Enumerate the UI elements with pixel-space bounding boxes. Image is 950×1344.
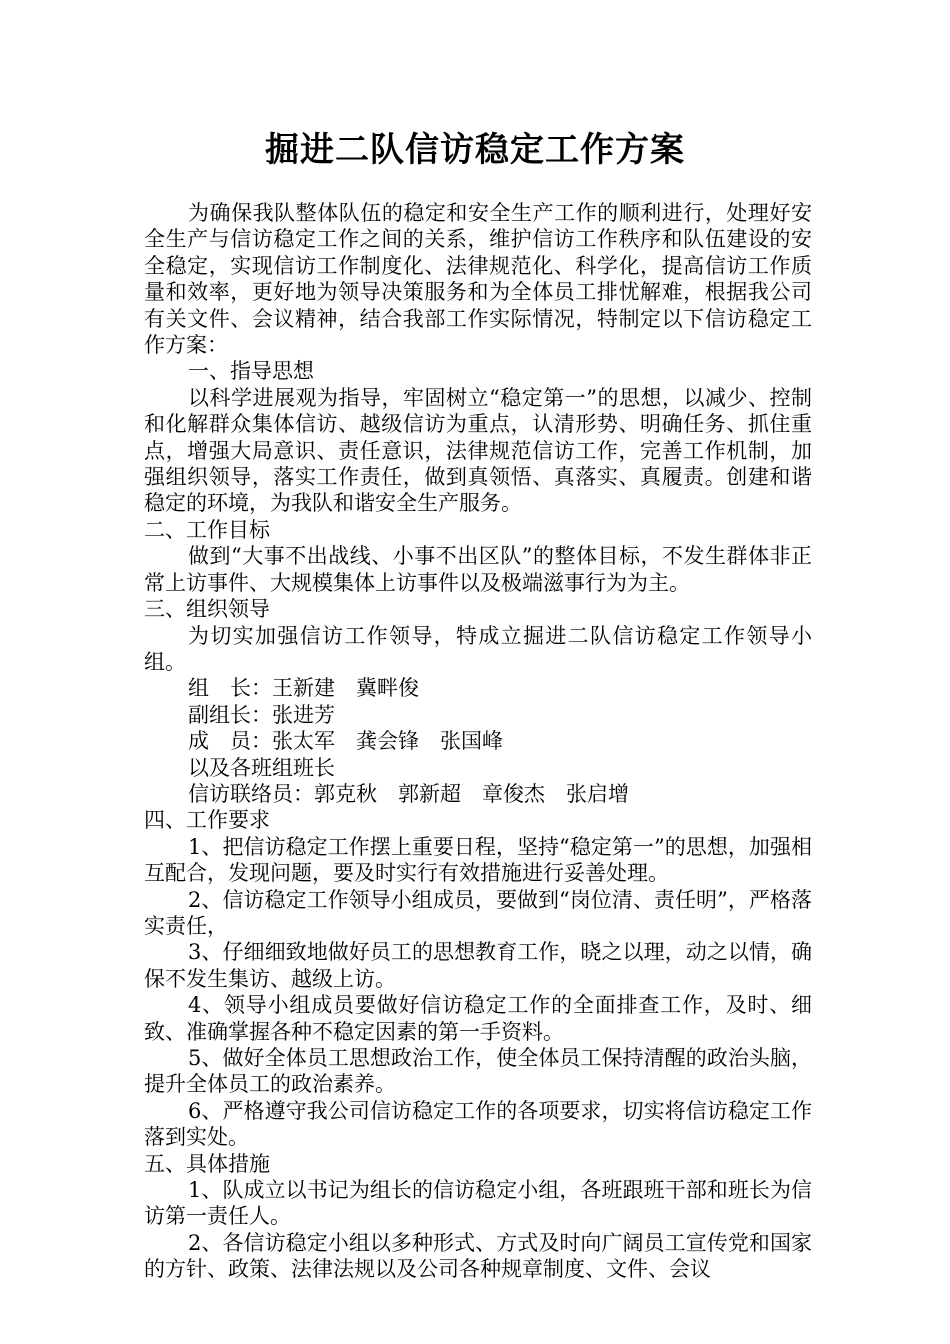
deputy-leader-line: 副组长：张进芳 [188, 702, 335, 727]
requirement-item: 4、领导小组成员要做好信访稳定工作的全面排查工作，及时、细致、准确掌握各种不稳定因素的第一手资料。 [144, 993, 812, 1044]
group-leader-line: 组 长：王新建 冀畔俊 [188, 676, 419, 701]
requirement-item: 6、严格遵守我公司信访稳定工作的各项要求，切实将信访稳定工作落到实处。 [144, 1098, 812, 1150]
section-heading-specific-measures: 五、具体措施 [144, 1151, 270, 1176]
section-heading-guiding-ideology: 一、指导思想 [188, 359, 314, 384]
document-body [144, 200, 812, 1283]
measure-item: 1、队成立以书记为组长的信访稳定小组，各班跟班干部和班长为信访第一责任人。 [144, 1178, 812, 1229]
document-title: 掘进二队信访稳定工作方案 [265, 130, 685, 170]
liaison-line: 信访联络员：郭克秋 郭新超 章俊杰 张启增 [188, 781, 629, 806]
members-extra-line: 以及各班组班长 [188, 755, 335, 780]
section-paragraph-work-goals: 做到“大事不出战线、小事不出区队”的整体目标，不发生群体非正常上访事件、大规模集体上访事件以及极端滋事行为为主。 [144, 544, 812, 595]
section-paragraph-guiding-ideology: 以科学进展观为指导，牢固树立“稳定第一”的思想，以减少、控制和化解群众集体信访、越级信访为重点，认清形势、明确任务、抓住重点，增强大局意识、责任意识，法律规范信访工作，完善工作机制，加强组织领导，落实工作责任，做到真领悟、真落实、真履责。创建和谐稳定的环境，为我队和谐安全生产服务。 [144, 385, 812, 516]
requirement-item: 2、信访稳定工作领导小组成员，要做到“岗位清、责任明”，严格落实责任， [144, 887, 812, 938]
measure-item: 2、各信访稳定小组以多种形式、方式及时向广阔员工宣传党和国家的方针、政策、法律法规以及公司各种规章制度、文件、会议 [144, 1230, 812, 1282]
requirement-item: 1、把信访稳定工作摆上重要日程，坚持“稳定第一”的思想，加强相互配合，发现问题，要及时实行有效措施进行妥善处理。 [144, 834, 812, 886]
requirement-item: 5、做好全体员工思想政治工作，使全体员工保持清醒的政治头脑，提升全体员工的政治素养。 [144, 1046, 812, 1097]
section-heading-work-goals: 二、工作目标 [144, 517, 270, 542]
section-heading-work-requirements: 四、工作要求 [144, 808, 270, 833]
members-line: 成 员：张太军 龚会锋 张国峰 [188, 729, 503, 754]
section-heading-organization: 三、组织领导 [144, 597, 270, 622]
section-paragraph-organization: 为切实加强信访工作领导，特成立掘进二队信访稳定工作领导小组。 [144, 623, 812, 674]
requirement-item: 3、仔细细致地做好员工的思想教育工作，晓之以理，动之以情，确保不发生集访、越级上访。 [144, 940, 812, 991]
intro-paragraph: 为确保我队整体队伍的稳定和安全生产工作的顺利进行，处理好安全生产与信访稳定工作之间的关系，维护信访工作秩序和队伍建设的安全稳定，实现信访工作制度化、法律规范化、科学化，提高信访工作质量和效率，更好地为领导决策服务和为全体员工排忧解难，根据我公司有关文件、会议精神，结合我部工作实际情况，特制定以下信访稳定工作方案： [144, 201, 812, 358]
